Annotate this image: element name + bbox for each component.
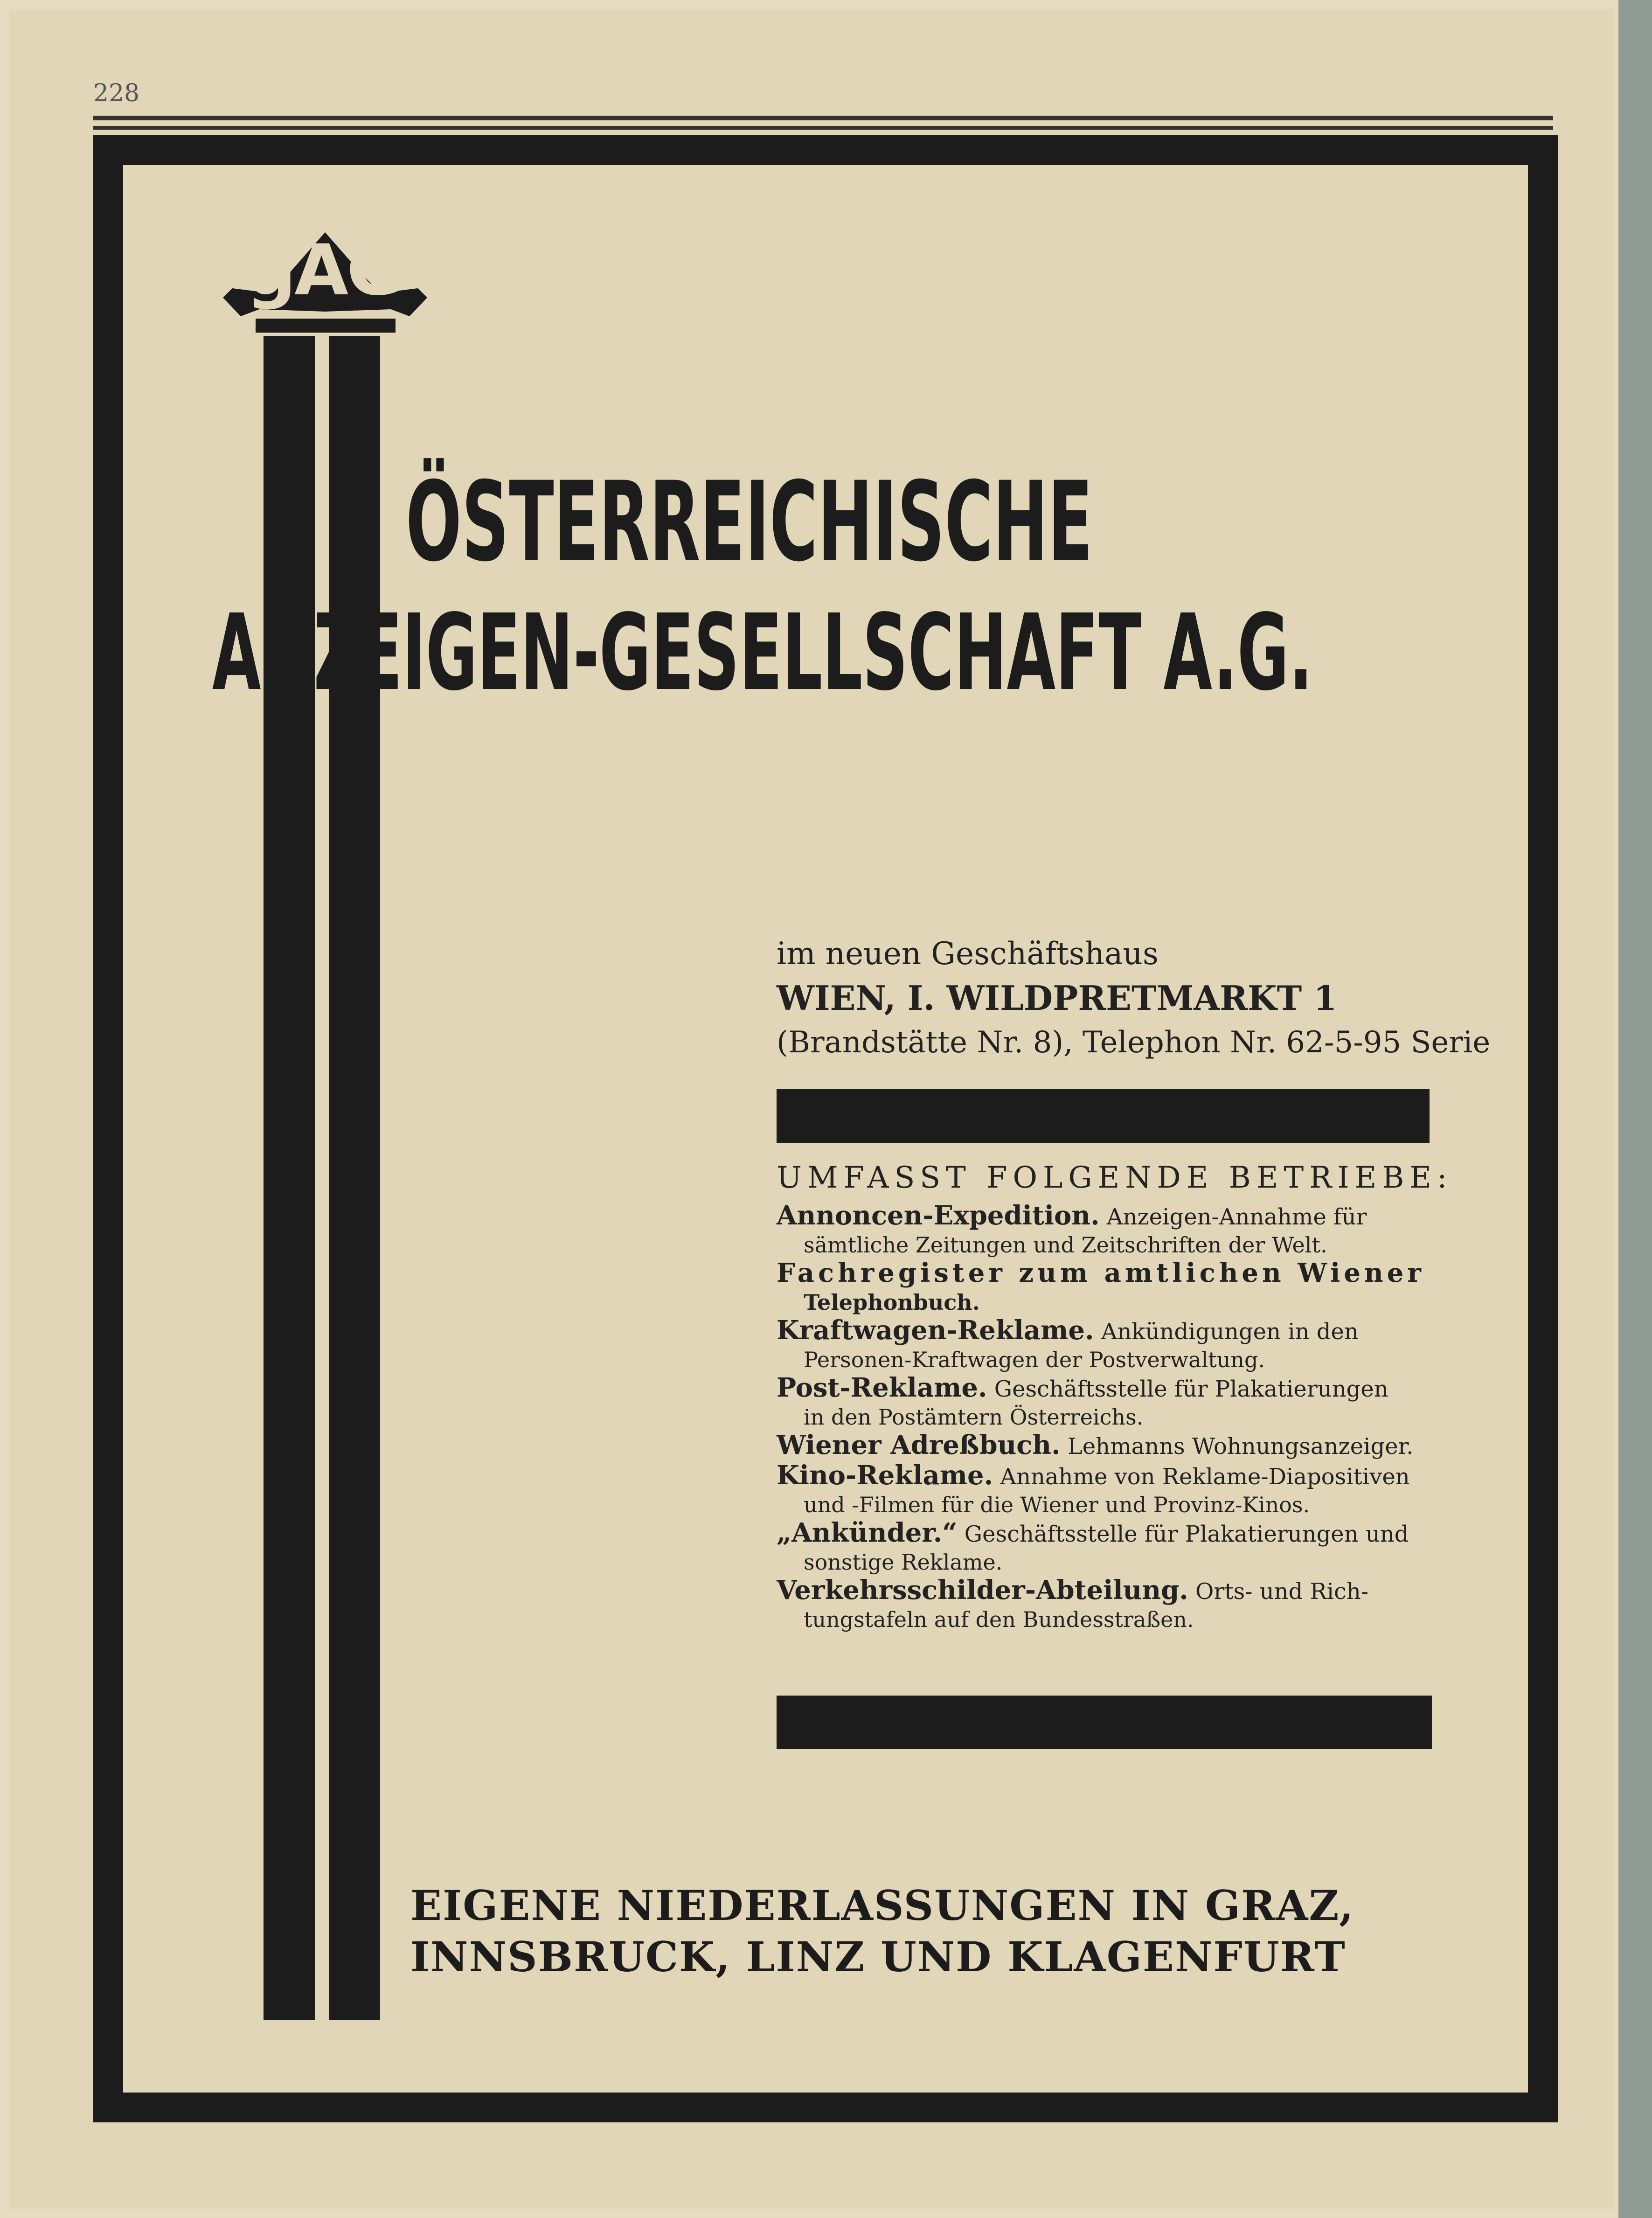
branches-footer xyxy=(410,1880,1437,1982)
divider-bar-top xyxy=(777,1089,1430,1143)
title-line-1: ÖSTERREICHISCHE xyxy=(406,459,1093,586)
service-title: Kino-Reklame. xyxy=(777,1460,993,1491)
service-text: Geschäftsstelle für Plakatierungen und xyxy=(957,1521,1409,1547)
title-line-2: ANZEIGEN-GESELLSCHAFT A.G. xyxy=(212,592,1313,714)
service-text: Anzeigen-Annahme für xyxy=(1099,1204,1367,1230)
service-text: Geschäftsstelle für Plakatierungen xyxy=(987,1376,1388,1402)
service-item xyxy=(777,1431,1432,1461)
service-continuation: tungstafeln auf den Bundesstraßen. xyxy=(804,1607,1194,1632)
service-item xyxy=(777,1373,1432,1431)
address-line-3: (Brandstätte Nr. 8), Telephon Nr. 62-5-95 Serie xyxy=(777,1025,1491,1060)
service-title: Kraftwagen-Reklame. xyxy=(777,1315,1094,1346)
address-block xyxy=(777,933,1491,1064)
service-text: Orts- und Rich- xyxy=(1188,1578,1369,1605)
service-title: Verkehrsschilder-Abteilung. xyxy=(777,1575,1188,1606)
top-rule-thin xyxy=(93,126,1553,130)
page-number: 228 xyxy=(93,79,140,107)
service-text: Lehmanns Wohnungsanzeiger. xyxy=(1060,1433,1414,1460)
service-title: „Ankünder.“ xyxy=(777,1517,958,1548)
footer-line-1: EIGENE NIEDERLASSUNGEN IN GRAZ, xyxy=(410,1881,1354,1930)
column-right-bar xyxy=(329,336,380,2020)
service-title: Wiener Adreßbuch. xyxy=(777,1430,1061,1460)
service-item xyxy=(777,1461,1432,1518)
service-text: Annahme von Reklame-Diapositiven xyxy=(993,1464,1410,1490)
services-heading: UMFASST FOLGENDE BETRIEBE: xyxy=(777,1161,1453,1195)
service-continuation: und -Filmen für die Wiener und Provinz-Kinos. xyxy=(804,1492,1310,1517)
service-continuation: Personen-Kraftwagen der Postverwaltung. xyxy=(804,1347,1265,1372)
service-text: Ankündigungen in den xyxy=(1094,1319,1359,1345)
book-spine xyxy=(1618,0,1652,2218)
service-continuation: sämtliche Zeitungen und Zeitschriften der Welt. xyxy=(804,1232,1327,1258)
service-continuation: in den Postämtern Österreichs. xyxy=(804,1405,1144,1430)
logo-letters: gAG xyxy=(246,230,403,311)
address-line-2: WIEN, I. WILDPRETMARKT 1 xyxy=(777,978,1337,1018)
column-left-bar xyxy=(264,336,315,2020)
service-continuation: Telephonbuch. xyxy=(804,1290,980,1315)
top-rule xyxy=(93,116,1553,120)
service-item xyxy=(777,1576,1432,1633)
footer-line-2: INNSBRUCK, LINZ UND KLAGENFURT xyxy=(410,1933,1346,1981)
service-item xyxy=(777,1201,1432,1258)
service-title: Annoncen-Expedition. xyxy=(777,1200,1100,1231)
service-title: Fachregister zum amtlichen Wiener xyxy=(777,1258,1425,1288)
service-continuation: sonstige Reklame. xyxy=(804,1550,1003,1575)
service-title: Post-Reklame. xyxy=(777,1372,987,1403)
service-item xyxy=(777,1316,1432,1373)
divider-bar-bottom xyxy=(777,1696,1432,1749)
services-list xyxy=(777,1154,1453,1633)
service-item xyxy=(777,1518,1432,1576)
address-line-1: im neuen Geschäftshaus xyxy=(777,936,1159,972)
service-item xyxy=(777,1258,1432,1316)
